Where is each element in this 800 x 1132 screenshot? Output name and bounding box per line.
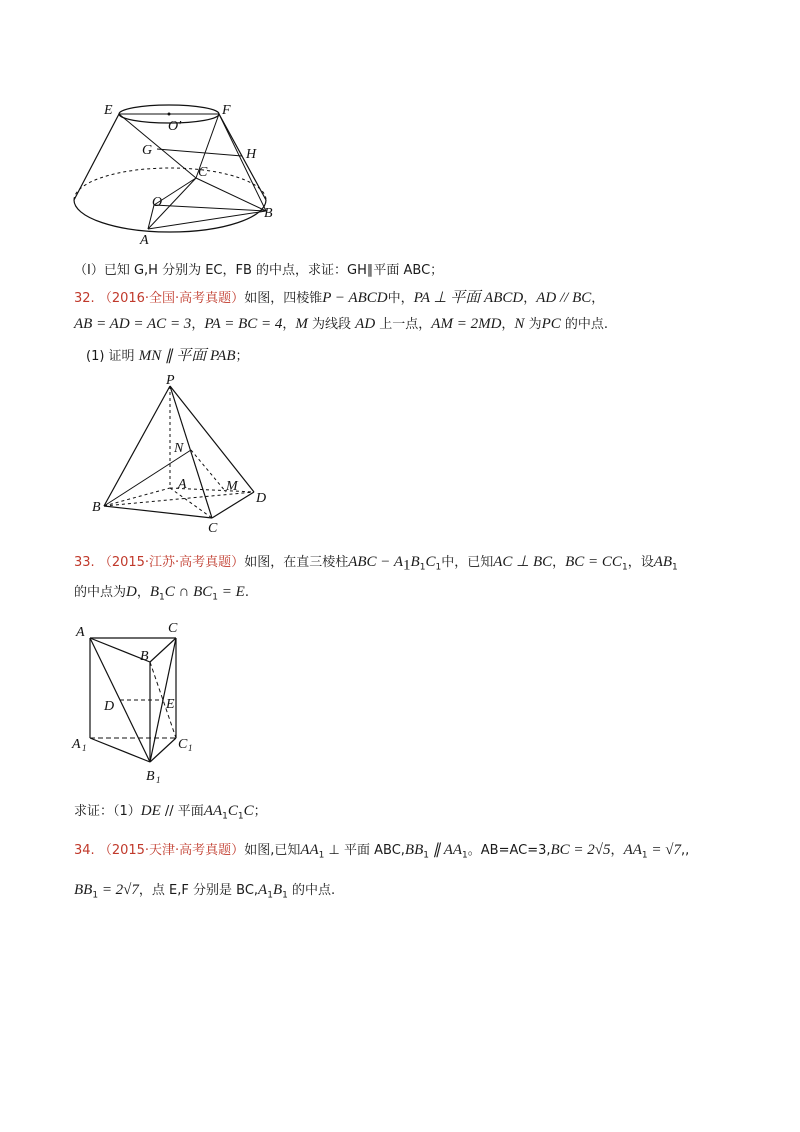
q34-line2 — [74, 880, 335, 906]
q33-proof-plane: // 平面 — [160, 804, 204, 819]
fig3-label-c1: C — [178, 737, 188, 752]
q34-b1: B — [272, 882, 283, 898]
q32-pc: PC — [541, 316, 561, 332]
q32-t4: ， — [501, 317, 515, 332]
fig2-label-c: C — [208, 521, 218, 536]
fig2-label-a: A — [178, 477, 187, 492]
q34-t4: ,, — [680, 843, 690, 858]
q33-proof-end: ； — [253, 804, 267, 819]
fig1-label-a: A — [140, 233, 149, 248]
q32-part1-expr: MN ∥ 平面 PAB — [138, 348, 236, 364]
fig3-label-d: D — [104, 699, 115, 714]
fig1-label-e: E — [104, 103, 113, 118]
q34-intro: 如图,已知 — [244, 843, 301, 858]
q33-d: D — [126, 584, 137, 600]
q33-prism-sub2: 1 — [419, 562, 426, 573]
q33-inter-c: = E — [218, 584, 245, 600]
q32-ad: AD — [355, 316, 376, 332]
q32-intro: 如图，四棱锥 — [244, 291, 323, 306]
q33-prism-b: B — [410, 554, 420, 570]
fig3-label-b1-sub: 1 — [156, 775, 161, 785]
q32-cond1: PA ⊥ 平面 ABCD — [413, 290, 524, 306]
q32-cond2: AD // BC — [536, 290, 592, 306]
q33-eq: BC = CC — [565, 554, 622, 570]
fig1-label-f: F — [222, 103, 231, 118]
q32-part1-prefix: (1) 证明 — [86, 349, 135, 364]
q34-bb-sub: 1 — [423, 850, 429, 861]
figure-prism — [66, 616, 206, 788]
q32-cond4: PA = BC = 4 — [204, 316, 283, 332]
fig3-label-a: A — [76, 625, 85, 640]
q34-aa3-sub: 1 — [641, 850, 648, 861]
q33-intro: 如图，在直三棱柱 — [244, 555, 349, 570]
q33-perp: AC ⊥ BC — [493, 554, 553, 570]
q33-proof-de: DE — [140, 803, 161, 819]
q33-proof-c: C — [243, 803, 254, 819]
q32-t5: 为 — [524, 317, 542, 332]
q34-par: ∥ — [428, 842, 444, 858]
q32-line2 — [74, 314, 608, 335]
q33-line2b: ， — [136, 585, 150, 600]
q33-t3: ，设 — [627, 555, 654, 570]
q34-t2: 。AB=AC=3, — [467, 843, 551, 858]
q34-aa2: AA — [443, 842, 463, 858]
fig3-label-e: E — [166, 697, 175, 712]
q32-part1-end: ； — [235, 349, 249, 364]
fig3-label-a1-sub: 1 — [82, 743, 87, 753]
fig3-label-a1: A — [72, 737, 81, 752]
q33-source: （2015·江苏·高考真题） — [98, 555, 245, 570]
q34-t1: ⊥ 平面 ABC, — [324, 843, 405, 858]
q32-end-comma: ， — [591, 291, 605, 306]
q33-t2: ， — [552, 555, 566, 570]
fig3-label-b1: B — [146, 769, 155, 784]
fig1-label-o1: O′ — [168, 119, 182, 134]
q34-a1-sub: 1 — [267, 890, 273, 901]
figure-frustum — [60, 96, 290, 246]
q33-eq-sub: 1 — [621, 562, 628, 573]
q33-prism-c: C — [425, 554, 436, 570]
q33-inter-sub2: 1 — [212, 592, 219, 603]
q34-bc: BC = 2√5 — [550, 842, 611, 858]
q33-proof — [74, 801, 267, 827]
q33-prism-sub3: 1 — [435, 562, 442, 573]
fig2-label-d: D — [256, 491, 267, 506]
fig1-label-b: B — [264, 206, 273, 221]
q34-bb: BB — [404, 842, 424, 858]
q33-ab-sub: 1 — [672, 562, 678, 573]
q34-t3: ， — [610, 843, 624, 858]
q32-t6: 的中点. — [560, 317, 609, 332]
q32-sep2: ， — [282, 317, 296, 332]
q34-bb2: BB — [74, 882, 93, 898]
q33-t1: 中，已知 — [441, 555, 494, 570]
figure-pyramid — [88, 370, 278, 535]
q33-proof-aa: AA — [203, 803, 223, 819]
q34-aa: AA — [300, 842, 319, 858]
fig1-label-g: G — [142, 143, 153, 158]
q34-bb2-sub: 1 — [92, 890, 99, 901]
q34-eq7: = √7 — [647, 842, 681, 858]
q34-aa-sub: 1 — [318, 850, 325, 861]
q33-prism-sub1: 1 — [403, 557, 411, 574]
q32-source: （2016·全国·高考真题） — [98, 291, 245, 306]
fig2-label-n: N — [174, 441, 184, 456]
q31-part1: （Ⅰ）已知 G,H 分别为 EC，FB 的中点，求证：GH∥平面 ABC； — [74, 263, 444, 278]
q32-cond3: AB = AD = AC = 3 — [74, 316, 192, 332]
q33-proof-c1: C — [227, 803, 238, 819]
q33-prism-a: ABC − A — [348, 554, 404, 570]
q33-proof-prefix: 求证：（1） — [74, 804, 141, 819]
q32-t2: 为线段 — [307, 317, 356, 332]
fig1-label-o: O — [152, 195, 163, 210]
q34-line1 — [74, 840, 689, 866]
q33-ab: AB — [653, 554, 673, 570]
q32-n: N — [514, 316, 525, 332]
q33-inter-sub1: 1 — [159, 592, 165, 603]
q33-dot: . — [244, 585, 249, 600]
fig3-label-b: B — [140, 649, 149, 664]
q34-source: （2015·天津·高考真题） — [98, 843, 245, 858]
fig2-label-p: P — [166, 373, 175, 388]
q34-t6: 的中点. — [287, 883, 336, 898]
q32-comma: ， — [523, 291, 537, 306]
q34-aa2-sub: 1 — [462, 850, 468, 861]
q32-line1 — [74, 288, 604, 309]
fig3-label-c1-sub: 1 — [188, 743, 193, 753]
q32-sep1: ， — [191, 317, 205, 332]
q32-t3: 上一点， — [375, 317, 432, 332]
q32-pyramid: P − ABCD — [322, 290, 388, 306]
q33-inter-b: C ∩ BC — [164, 584, 213, 600]
q32-part1 — [86, 346, 249, 367]
q33-inter-a: B — [149, 584, 160, 600]
q34-t5: ，点 E,F 分别是 BC, — [138, 883, 259, 898]
q33-line2a: 的中点为 — [74, 585, 127, 600]
q34-aa3: AA — [623, 842, 642, 858]
q33-line2 — [74, 582, 249, 608]
q33-proof-sub2: 1 — [237, 811, 244, 822]
q34-a1: A — [258, 882, 268, 898]
fig2-label-b: B — [92, 500, 101, 515]
fig3-label-c: C — [168, 621, 178, 636]
q33-number: 33. — [74, 555, 95, 570]
fig2-label-m: M — [226, 479, 238, 494]
fig1-label-c: C — [198, 165, 208, 180]
q32-am: AM = 2MD — [431, 316, 502, 332]
q33-proof-sub1: 1 — [222, 811, 228, 822]
fig1-label-h: H — [246, 147, 257, 162]
q34-eq27: = 2√7 — [98, 882, 139, 898]
q33-line1 — [74, 552, 678, 578]
q32-m: M — [295, 316, 308, 332]
q32-zhong: 中， — [387, 291, 414, 306]
q32-number: 32. — [74, 291, 95, 306]
q34-b1-sub: 1 — [282, 890, 288, 901]
q34-number: 34. — [74, 843, 95, 858]
